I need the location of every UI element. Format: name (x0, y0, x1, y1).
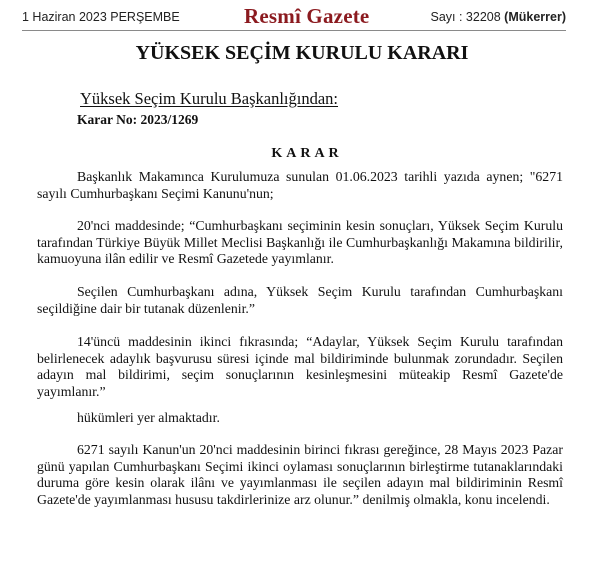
issue-date: 1 Haziran 2023 PERŞEMBE (22, 10, 180, 24)
paragraph: Başkanlık Makamınca Kurulumuza sunulan 01.06.2023 tarihli yazıda aynen; "6271 sayılı Cumhurbaşkanı Seçimi Kanunu'nun; (37, 169, 563, 201)
paragraph: 14'üncü maddesinin ikinci fıkrasında; “Adaylar, Yüksek Seçim Kurulu tarafından belirlenecek adaylık başvurusu süresi içinde mal bildiriminde bulunmak zorundadır. Seçilen adayın mal bildirimi, seçim sonuçlarının kesinleşmesini müteakip Resmî Gazete'de yayımlanır.” (37, 334, 563, 399)
gazette-brand: Resmî Gazete (244, 4, 370, 28)
issue-number (431, 10, 567, 24)
document-title: YÜKSEK SEÇİM KURULU KARARI (135, 42, 469, 64)
decision-heading: KARAR (271, 146, 343, 161)
issue-repeat-badge: (Mükerrer) (504, 10, 566, 24)
paragraph: hükümleri yer almaktadır. (77, 409, 220, 425)
paragraph: Seçilen Cumhurbaşkanı adına, Yüksek Seçim Kurulu tarafından Cumhurbaşkanı seçildiğine dair bir tutanak düzenlenir.” (37, 283, 563, 316)
decision-number: Karar No: 2023/1269 (77, 112, 199, 127)
paragraph: 6271 sayılı Kanun'un 20'nci maddesinin birinci fıkrası gereğince, 28 Mayıs 2023 Pazar günü yapılan Cumhurbaşkanı Seçimi ikinci oylaması sonuçlarının birleştirme tutanaklarındaki duruma göre kesin olarak ilânı ve yayımlanması ile seçilen adayın mal bildiriminin Resmî Gazete'de yayımlanması hususu takdirlerinize arz olunur.” denilmiş olmakla, konu incelendi. (37, 442, 563, 507)
issuing-authority: Yüksek Seçim Kurulu Başkanlığından: (80, 89, 339, 108)
paragraph: 20'nci maddesinde; “Cumhurbaşkanı seçiminin kesin sonuçları, Yüksek Seçim Kurulu tarafından Türkiye Büyük Millet Meclisi Başkanlığı ile Cumhurbaşkanlığı Makamına bildirilir, kamuoyuna ilân edilir ve Resmî Gazetede yayımlanır. (37, 218, 563, 267)
gazette-header (22, 0, 566, 31)
document-body (37, 40, 563, 509)
issue-number-text: Sayı : 32208 (430, 10, 505, 24)
